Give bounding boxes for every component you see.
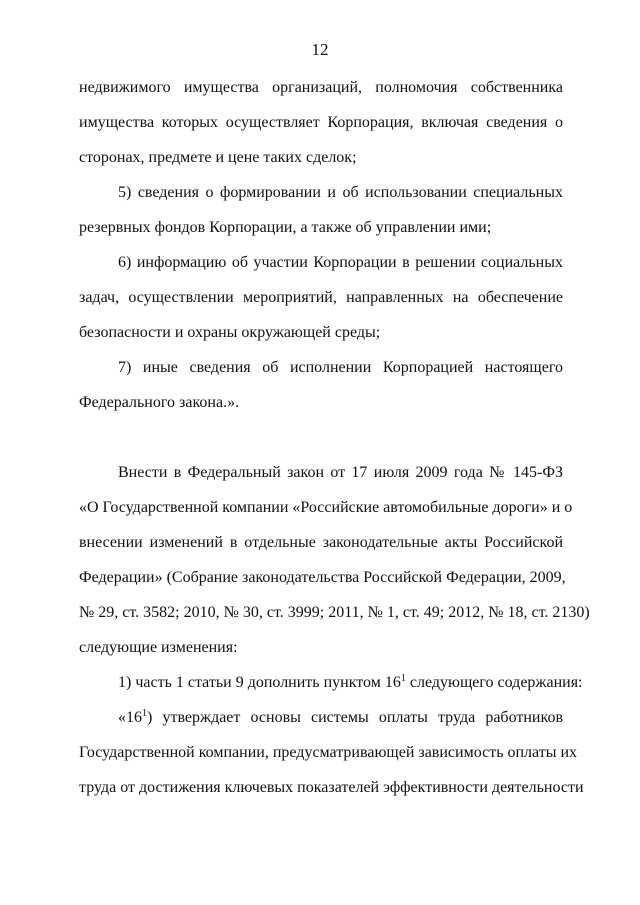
text-line: труда от достижения ключевых показателей эффективности деятельности — [79, 779, 584, 796]
text-line: недвижимого имущества организаций, полномочия собственника — [79, 79, 563, 96]
paragraph-item-7 — [79, 350, 563, 420]
paragraph-item-5 — [79, 175, 563, 245]
text-line: Федерации» (Собрание законодательства Российской Федерации, 2009, — [79, 569, 566, 586]
text-line: 6) информацию об участии Корпорации в решении социальных — [118, 254, 563, 271]
text-line: задач, осуществлении мероприятий, направленных на обеспечение — [79, 289, 563, 306]
superscript: 1 — [400, 673, 406, 684]
text-line: 5) сведения о формировании и об использовании специальных — [118, 184, 563, 201]
text-line: 7) иные сведения об исполнении Корпорацией настоящего — [118, 359, 563, 376]
text-line: имущества которых осуществляет Корпорация, включая сведения о — [79, 114, 563, 131]
paragraph-amendment-1 — [79, 665, 583, 700]
text-line: Федерального закона.». — [79, 394, 240, 411]
document-body — [79, 70, 590, 805]
text-line: Государственной компании, предусматривающей зависимость оплаты их — [79, 744, 578, 761]
text-fragment: 1) часть 1 статьи 9 дополнить пунктом 16 — [118, 674, 401, 691]
text-line: безопасности и охраны окружающей среды; — [79, 324, 381, 341]
paragraph-article-6-intro — [79, 455, 590, 665]
text-line: внесении изменений в отдельные законодательные акты Российской — [79, 534, 563, 551]
text-line: сторонах, предмете и цене таких сделок; — [79, 149, 357, 166]
text-fragment: «16 — [118, 709, 142, 726]
text-line: Внести в Федеральный закон от 17 июля 2009 года № 145-ФЗ — [118, 464, 563, 481]
text-line: резервных фондов Корпорации, а также об управлении ими; — [79, 219, 492, 236]
superscript: 1 — [142, 708, 147, 719]
text-line: «О Государственной компании «Российские автомобильные дороги» и о — [79, 499, 573, 516]
paragraph-quoted-16-1 — [79, 700, 584, 805]
text-fragment: следующего содержания: — [405, 674, 583, 691]
page-number: 12 — [311, 40, 329, 59]
text-line — [79, 665, 583, 700]
paragraph-1 — [79, 70, 563, 175]
article-heading — [79, 420, 563, 455]
text-line — [79, 700, 563, 735]
paragraph-item-6 — [79, 245, 563, 350]
text-fragment: ) утверждает основы системы оплаты труда работников — [147, 709, 563, 726]
text-line: № 29, ст. 3582; 2010, № 30, ст. 3999; 2011, № 1, ст. 49; 2012, № 18, ст. 2130) — [79, 604, 590, 621]
text-line: следующие изменения: — [79, 639, 238, 656]
